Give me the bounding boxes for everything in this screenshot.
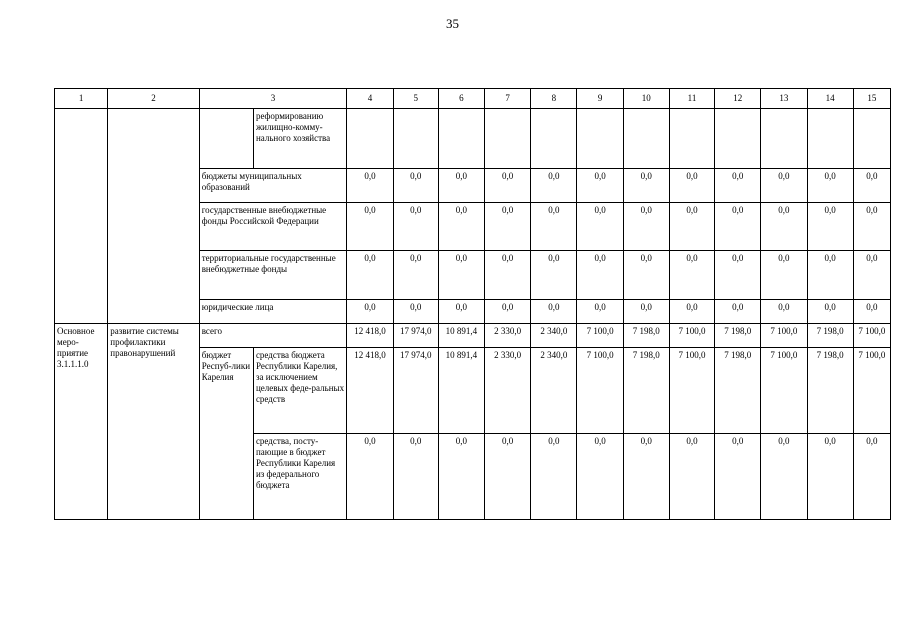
value-cell: 0,0 bbox=[485, 434, 531, 520]
status-cell: Основное меро-приятие 3.1.1.1.0 bbox=[55, 324, 108, 520]
value-cell: 0,0 bbox=[761, 251, 807, 300]
value-cell bbox=[531, 109, 577, 169]
table-row bbox=[55, 109, 891, 169]
source-cell bbox=[199, 109, 253, 169]
source-cell: всего bbox=[199, 324, 347, 348]
value-cell bbox=[623, 109, 669, 169]
value-cell: 7 100,0 bbox=[761, 324, 807, 348]
value-cell: 0,0 bbox=[669, 300, 714, 324]
header-cell: 8 bbox=[531, 89, 577, 109]
value-cell: 0,0 bbox=[761, 434, 807, 520]
value-cell: 0,0 bbox=[485, 203, 531, 251]
value-cell: 0,0 bbox=[485, 169, 531, 203]
value-cell: 0,0 bbox=[438, 251, 484, 300]
value-cell: 0,0 bbox=[623, 434, 669, 520]
value-cell: 2 330,0 bbox=[485, 324, 531, 348]
value-cell: 0,0 bbox=[347, 203, 393, 251]
value-cell: 10 891,4 bbox=[438, 324, 484, 348]
value-cell: 0,0 bbox=[347, 169, 393, 203]
value-cell bbox=[715, 109, 761, 169]
value-cell: 0,0 bbox=[807, 203, 853, 251]
value-cell bbox=[438, 109, 484, 169]
value-cell: 7 100,0 bbox=[669, 324, 714, 348]
value-cell bbox=[485, 109, 531, 169]
value-cell: 0,0 bbox=[393, 169, 438, 203]
header-cell: 15 bbox=[853, 89, 890, 109]
value-cell: 0,0 bbox=[853, 300, 890, 324]
value-cell: 0,0 bbox=[853, 434, 890, 520]
table-row bbox=[55, 324, 891, 348]
value-cell: 0,0 bbox=[531, 300, 577, 324]
value-cell: 0,0 bbox=[807, 251, 853, 300]
value-cell: 0,0 bbox=[807, 169, 853, 203]
value-cell: 0,0 bbox=[577, 251, 623, 300]
value-cell: 12 418,0 bbox=[347, 324, 393, 348]
value-cell: 0,0 bbox=[669, 251, 714, 300]
value-cell bbox=[669, 109, 714, 169]
value-cell: 0,0 bbox=[623, 169, 669, 203]
header-cell: 13 bbox=[761, 89, 807, 109]
value-cell: 0,0 bbox=[853, 251, 890, 300]
value-cell: 7 198,0 bbox=[715, 348, 761, 434]
value-cell: 2 330,0 bbox=[485, 348, 531, 434]
value-cell: 0,0 bbox=[347, 251, 393, 300]
value-cell: 0,0 bbox=[577, 169, 623, 203]
header-cell: 1 bbox=[55, 89, 108, 109]
header-row bbox=[55, 89, 891, 109]
header-cell: 7 bbox=[485, 89, 531, 109]
value-cell: 2 340,0 bbox=[531, 324, 577, 348]
value-cell: 0,0 bbox=[853, 203, 890, 251]
value-cell bbox=[807, 109, 853, 169]
value-cell: 0,0 bbox=[761, 203, 807, 251]
header-cell: 2 bbox=[108, 89, 199, 109]
value-cell: 7 198,0 bbox=[807, 348, 853, 434]
value-cell: 12 418,0 bbox=[347, 348, 393, 434]
value-cell: 7 100,0 bbox=[761, 348, 807, 434]
header-cell: 4 bbox=[347, 89, 393, 109]
value-cell: 0,0 bbox=[715, 169, 761, 203]
source-cell: государственные внебюджетные фонды Российской Федерации bbox=[199, 203, 347, 251]
value-cell: 0,0 bbox=[761, 300, 807, 324]
header-cell: 10 bbox=[623, 89, 669, 109]
value-cell: 17 974,0 bbox=[393, 348, 438, 434]
subsource-cell: средства бюджета Республики Карелия, за исключением целевых феде-ральных средств bbox=[253, 348, 346, 434]
value-cell: 0,0 bbox=[715, 300, 761, 324]
value-cell bbox=[761, 109, 807, 169]
header-cell: 5 bbox=[393, 89, 438, 109]
source-cell: юридические лица bbox=[199, 300, 347, 324]
value-cell: 0,0 bbox=[761, 169, 807, 203]
header-cell: 11 bbox=[669, 89, 714, 109]
value-cell: 0,0 bbox=[393, 251, 438, 300]
value-cell: 0,0 bbox=[807, 300, 853, 324]
value-cell: 0,0 bbox=[623, 203, 669, 251]
value-cell: 0,0 bbox=[807, 434, 853, 520]
value-cell: 7 100,0 bbox=[669, 348, 714, 434]
budget-table bbox=[54, 88, 891, 520]
value-cell: 0,0 bbox=[438, 169, 484, 203]
subsource-cell: реформированию жилищно-комму-нального хозяйства bbox=[253, 109, 346, 169]
name-cell: развитие системы профилактики правонарушений bbox=[108, 324, 199, 520]
value-cell: 2 340,0 bbox=[531, 348, 577, 434]
value-cell: 0,0 bbox=[531, 169, 577, 203]
value-cell bbox=[853, 109, 890, 169]
value-cell: 0,0 bbox=[438, 203, 484, 251]
value-cell: 0,0 bbox=[669, 434, 714, 520]
source-cell: бюджеты муниципальных образований bbox=[199, 169, 347, 203]
value-cell: 0,0 bbox=[531, 251, 577, 300]
page-number: 35 bbox=[446, 16, 459, 31]
value-cell: 7 100,0 bbox=[853, 324, 890, 348]
value-cell: 7 198,0 bbox=[715, 324, 761, 348]
header-cell: 12 bbox=[715, 89, 761, 109]
value-cell: 0,0 bbox=[531, 434, 577, 520]
value-cell: 0,0 bbox=[393, 203, 438, 251]
value-cell bbox=[347, 109, 393, 169]
value-cell: 7 100,0 bbox=[853, 348, 890, 434]
value-cell: 10 891,4 bbox=[438, 348, 484, 434]
value-cell: 0,0 bbox=[715, 434, 761, 520]
value-cell: 0,0 bbox=[669, 169, 714, 203]
value-cell: 0,0 bbox=[623, 251, 669, 300]
value-cell: 0,0 bbox=[393, 434, 438, 520]
source-cell: бюджет Респуб-лики Карелия bbox=[199, 348, 253, 520]
value-cell: 7 198,0 bbox=[623, 324, 669, 348]
value-cell: 0,0 bbox=[577, 300, 623, 324]
value-cell: 0,0 bbox=[485, 251, 531, 300]
value-cell: 0,0 bbox=[715, 203, 761, 251]
value-cell: 7 198,0 bbox=[623, 348, 669, 434]
value-cell: 0,0 bbox=[485, 300, 531, 324]
value-cell bbox=[577, 109, 623, 169]
value-cell: 0,0 bbox=[438, 300, 484, 324]
value-cell: 0,0 bbox=[347, 434, 393, 520]
value-cell: 0,0 bbox=[669, 203, 714, 251]
value-cell: 0,0 bbox=[577, 434, 623, 520]
source-cell: территориальные государственные внебюджетные фонды bbox=[199, 251, 347, 300]
value-cell bbox=[393, 109, 438, 169]
value-cell: 0,0 bbox=[531, 203, 577, 251]
value-cell: 0,0 bbox=[577, 203, 623, 251]
value-cell: 0,0 bbox=[715, 251, 761, 300]
value-cell: 0,0 bbox=[438, 434, 484, 520]
value-cell: 0,0 bbox=[623, 300, 669, 324]
header-cell: 9 bbox=[577, 89, 623, 109]
header-cell: 3 bbox=[199, 89, 347, 109]
header-cell: 14 bbox=[807, 89, 853, 109]
name-cell bbox=[108, 109, 199, 324]
subsource-cell: средства, посту-пающие в бюджет Республики Карелия из федерального бюджета bbox=[253, 434, 346, 520]
value-cell: 7 100,0 bbox=[577, 348, 623, 434]
value-cell: 7 100,0 bbox=[577, 324, 623, 348]
value-cell: 0,0 bbox=[347, 300, 393, 324]
value-cell: 0,0 bbox=[393, 300, 438, 324]
status-cell bbox=[55, 109, 108, 324]
header-cell: 6 bbox=[438, 89, 484, 109]
value-cell: 7 198,0 bbox=[807, 324, 853, 348]
value-cell: 17 974,0 bbox=[393, 324, 438, 348]
value-cell: 0,0 bbox=[853, 169, 890, 203]
